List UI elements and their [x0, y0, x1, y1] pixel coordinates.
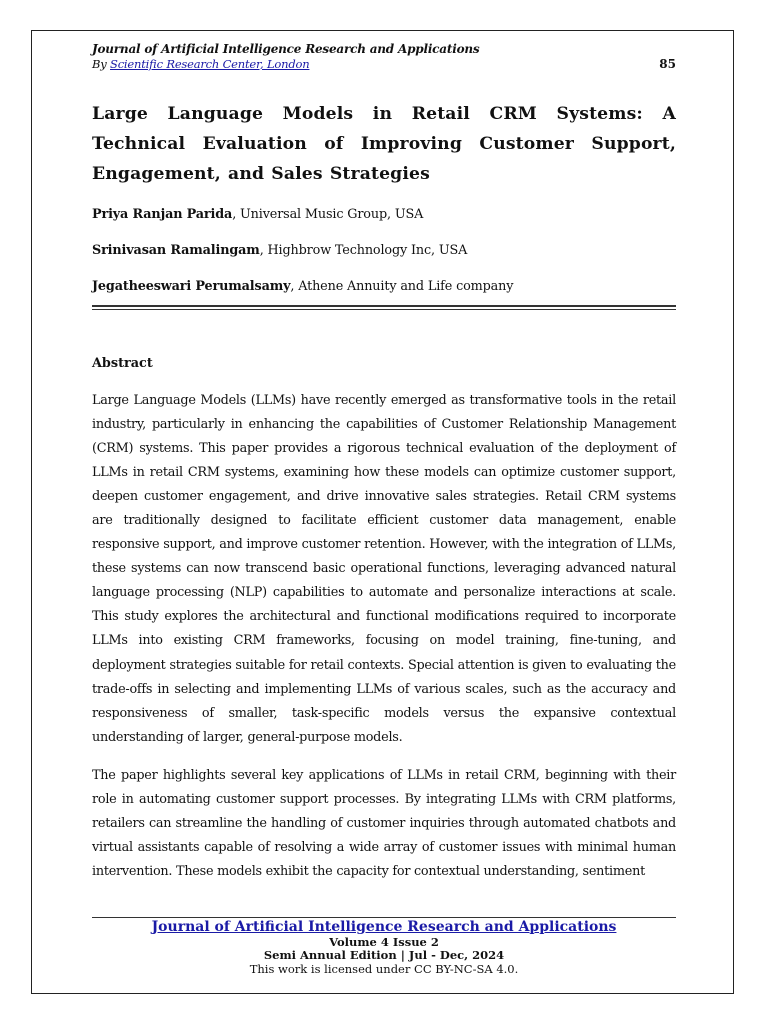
- page-footer: [92, 918, 676, 976]
- abstract-heading: Abstract: [92, 356, 153, 371]
- footer-edition: Semi Annual Edition | Jul - Dec, 2024: [263, 948, 505, 962]
- running-header: [92, 41, 676, 72]
- author-name: Jegatheeswari Perumalsamy: [92, 279, 291, 294]
- author-name: Srinivasan Ramalingam: [92, 243, 260, 258]
- header-publisher-line: [92, 57, 676, 72]
- paper-title: Large Language Models in Retail CRM Systems: A Technical Evaluation of Improving Customer Support, Engagement, and Sales Strategies: [92, 104, 676, 184]
- title-divider-thin: [92, 309, 676, 310]
- footer-journal-link[interactable]: Journal of Artificial Intelligence Research and Applications: [151, 919, 617, 935]
- header-journal-name: Journal of Artificial Intelligence Research and Applications: [92, 42, 480, 56]
- author-affiliation: , Athene Annuity and Life company: [290, 279, 514, 294]
- abstract-paragraph: Large Language Models (LLMs) have recently emerged as transformative tools in the retail industry, particularly in enhancing the capabilities of Customer Relationship Management (CRM) systems. This paper provides a rigorous technical evaluation of the deployment of LLMs in retail CRM systems, examining how these models can optimize customer support, deepen customer engagement, and drive innovative sales strategies. Retail CRM systems are traditionally designed to facilitate efficient customer data management, enable responsive support, and improve customer retention. However, with the integration of LLMs, these systems can now transcend basic operational functions, leveraging advanced natural language processing (NLP) capabilities to automate and personalize interactions at scale. This study explores the architectural and functional modifications required to incorporate LLMs into existing CRM frameworks, focusing on model training, fine-tuning, and deployment strategies suitable for retail contexts. Special attention is given to evaluating the trade-offs in selecting and implementing LLMs of various scales, such as the accuracy and responsiveness of smaller, task-specific models versus the expansive contextual understanding of larger, general-purpose models.: [92, 393, 676, 745]
- title-divider-thick: [92, 305, 676, 307]
- footer-volume: Volume 4 Issue 2: [329, 935, 439, 949]
- footer-license: This work is licensed under CC BY-NC-SA 4.0.: [249, 962, 519, 976]
- author-affiliation: , Universal Music Group, USA: [232, 207, 424, 222]
- publisher-link[interactable]: Scientific Research Center, London: [110, 57, 310, 71]
- author-line: [92, 206, 423, 224]
- author-line: [92, 278, 513, 296]
- header-by-prefix: By: [92, 57, 111, 71]
- author-name: Priya Ranjan Parida: [92, 207, 233, 222]
- author-line: [92, 242, 467, 260]
- abstract-paragraph: The paper highlights several key applications of LLMs in retail CRM, beginning with their role in automating customer support processes. By integrating LLMs with CRM platforms, retailers can streamline the handling of customer inquiries through automated chatbots and virtual assistants capable of resolving a wide array of customer issues with minimal human intervention. These models exhibit the capacity for contextual understanding, sentiment: [92, 768, 676, 880]
- page-number: 85: [659, 57, 676, 71]
- author-affiliation: , Highbrow Technology Inc, USA: [259, 243, 468, 258]
